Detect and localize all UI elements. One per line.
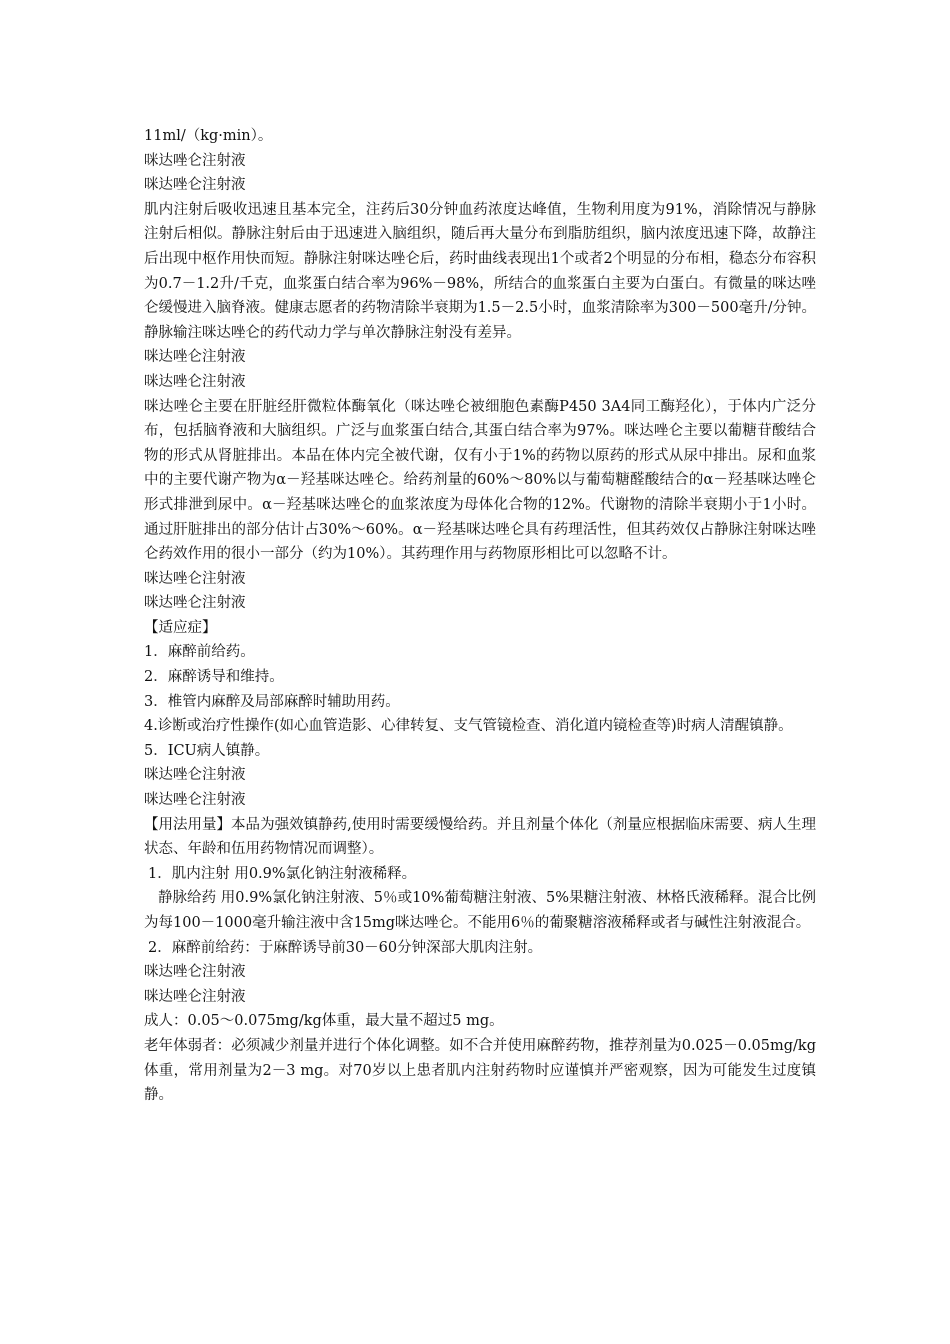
paragraph-elderly-dose: 老年体弱者：必须减少剂量并进行个体化调整。如不合并使用麻醉药物，推荐剂量为0.025－0.05mg/kg体重，常用剂量为2－3 mg。对70岁以上患者肌内注射药物时应谨慎并严密观察，因为可能发生过度镇静。 (144, 1037, 816, 1104)
heading-drug-name: 咪达唑仑注射液 (144, 349, 246, 366)
document-body (144, 124, 816, 1108)
heading-drug-name: 咪达唑仑注射液 (144, 152, 246, 169)
paragraph-dosage: 【用法用量】本品为强效镇静药,使用时需要缓慢给药。并且剂量个体化（剂量应根据临床需要、病人生理状态、年龄和伍用药物情况而调整）。 (144, 816, 816, 858)
heading-drug-name: 咪达唑仑注射液 (144, 595, 246, 612)
list-item: 3．椎管内麻醉及局部麻醉时辅助用药。 (144, 693, 400, 710)
list-item: 4.诊断或治疗性操作(如心血管造影、心律转复、支气管镜检查、消化道内镜检查等)时病人清醒镇静。 (144, 718, 793, 735)
list-item: 2．麻醉诱导和维持。 (144, 669, 284, 686)
list-item: 1．肌内注射 用0.9%氯化钠注射液稀释。 (148, 865, 417, 882)
paragraph-adult-dose: 成人：0.05～0.075mg/kg体重，最大量不超过5 mg。 (144, 1013, 504, 1030)
list-item: 5．ICU病人镇静。 (144, 742, 270, 759)
paragraph: 11ml/（kg·min）。 (144, 128, 273, 144)
paragraph-metabolism: 咪达唑仑主要在肝脏经肝微粒体酶氧化（咪达唑仑被细胞色素酶P450 3A4同工酶羟化），于体内广泛分布，包括脑脊液和大脑组织。广泛与血浆蛋白结合,其蛋白结合率为97%。咪达唑仑主要以葡糖苷酸结合物的形式从肾脏排出。本品在体内完全被代谢，仅有小于1%的药物以原药的形式从尿中排出。尿和血浆中的主要代谢产物为α－羟基咪达唑仑。给药剂量的60%～80%以与葡萄糖醛酸结合的α－羟基咪达唑仑形式排泄到尿中。α－羟基咪达唑仑的血浆浓度为母体化合物的12%。代谢物的清除半衰期小于1小时。通过肝脏排出的部分估计占30%～60%。α－羟基咪达唑仑具有药理活性，但其药效仅占静脉注射咪达唑仑药效作用的很小一部分（约为10%）。其药理作用与药物原形相比可以忽略不计。 (144, 398, 816, 563)
heading-drug-name: 咪达唑仑注射液 (144, 570, 246, 587)
heading-drug-name: 咪达唑仑注射液 (144, 767, 246, 784)
heading-drug-name: 咪达唑仑注射液 (144, 177, 246, 194)
heading-drug-name: 咪达唑仑注射液 (144, 988, 246, 1005)
section-title-indications: 【适应症】 (144, 619, 217, 636)
list-item: 1．麻醉前给药。 (144, 644, 255, 661)
paragraph-pharmacokinetics: 肌内注射后吸收迅速且基本完全，注药后30分钟血药浓度达峰值，生物利用度为91%，消除情况与静脉注射后相似。静脉注射后由于迅速进入脑组织，随后再大量分布到脂肪组织，脑内浓度迅速下降，故静注后出现中枢作用快而短。静脉注射咪达唑仑后，药时曲线表现出1个或者2个明显的分布相，稳态分布容积为0.7－1.2升/千克，血浆蛋白结合率为96%－98%，所结合的血浆蛋白主要为白蛋白。有微量的咪达唑仑缓慢进入脑脊液。健康志愿者的药物清除半衰期为1.5－2.5小时，血浆清除率为300－500毫升/分钟。静脉输注咪达唑仑的药代动力学与单次静脉注射没有差异。 (144, 201, 816, 341)
heading-drug-name: 咪达唑仑注射液 (144, 792, 246, 809)
heading-drug-name: 咪达唑仑注射液 (144, 373, 246, 390)
heading-drug-name: 咪达唑仑注射液 (144, 964, 246, 981)
list-item: 2．麻醉前给药：于麻醉诱导前30－60分钟深部大肌肉注射。 (148, 939, 543, 956)
paragraph-iv-dosing: 静脉给药 用0.9%氯化钠注射液、5％或10%葡萄糖注射液、5%果糖注射液、林格氏液稀释。混合比例为每100－1000毫升输注液中含15mg咪达唑仑。不能用6％的葡聚糖溶液稀释或者与碱性注射液混合。 (144, 890, 816, 931)
